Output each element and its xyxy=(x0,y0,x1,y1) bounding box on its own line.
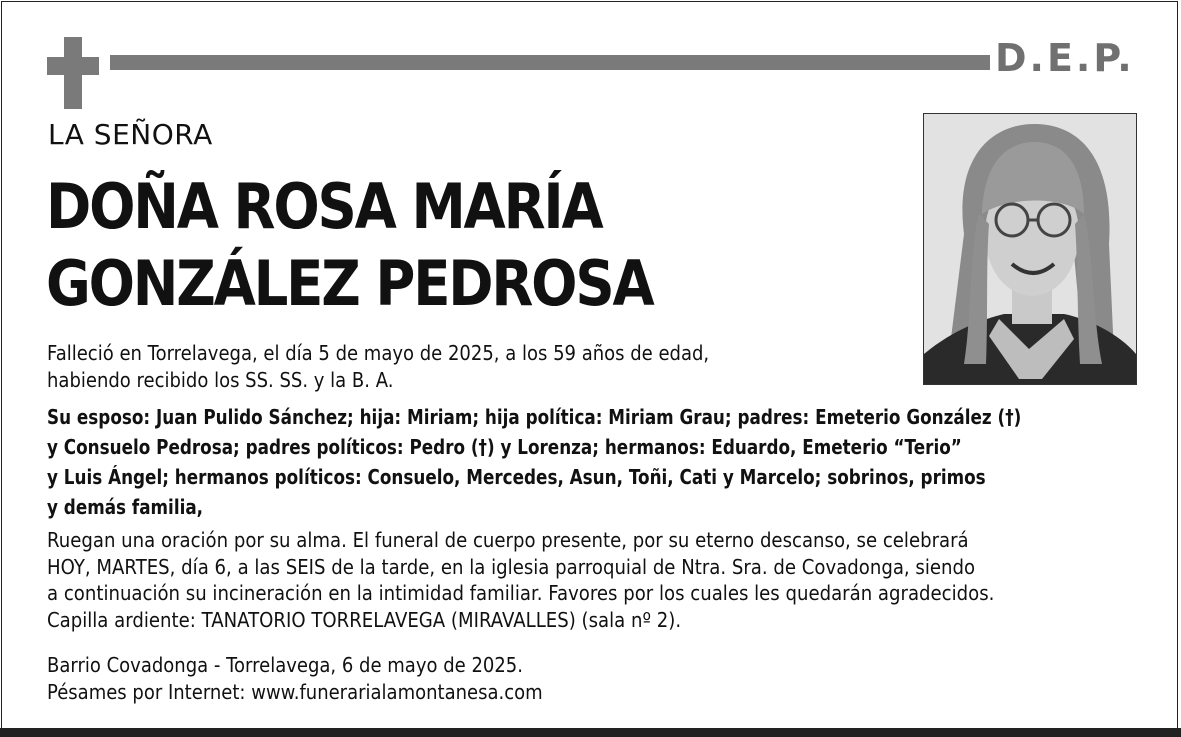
funeral-line: Capilla ardiente: TANATORIO TORRELAVEGA (MIRAVALLES) (sala nº 2). xyxy=(47,607,682,632)
death-line: Falleció en Torrelavega, el día 5 de mayo de 2025, a los 59 años de edad, xyxy=(47,341,710,365)
family-line: Su esposo: Juan Pulido Sánchez; hija: Miriam; hija política: Miriam Grau; padres: Emeterio González (†) xyxy=(47,405,1022,429)
dep-label: D.E.P. xyxy=(995,36,1135,80)
condolences-link[interactable]: Pésames por Internet: www.funerarialamontanesa.com xyxy=(47,679,543,704)
name-line: DOÑA ROSA MARÍA xyxy=(46,170,602,243)
portrait-photo xyxy=(923,113,1137,385)
death-notice xyxy=(47,340,709,393)
family-list xyxy=(47,402,1021,522)
funeral-line: HOY, MARTES, día 6, a las SEIS de la tarde, en la iglesia parroquial de Ntra. Sra. de Covadonga, siendo xyxy=(47,554,976,579)
funeral-details xyxy=(47,527,994,633)
header-rule xyxy=(110,55,990,70)
deceased-name xyxy=(46,168,768,322)
cross-icon xyxy=(47,37,99,109)
family-line: y Luis Ángel; hermanos políticos: Consuelo, Mercedes, Asun, Toñi, Cati y Marcelo; sobrinos, primos xyxy=(47,465,986,489)
name-line: GONZÁLEZ PEDROSA xyxy=(46,247,653,320)
family-line: y Consuelo Pedrosa; padres políticos: Pedro (†) y Lorenza; hermanos: Eduardo, Emeterio “Terio” xyxy=(47,435,962,459)
death-line: habiendo recibido los SS. SS. y la B. A. xyxy=(47,367,394,392)
place-date-line: Barrio Covadonga - Torrelavega, 6 de mayo de 2025. xyxy=(47,653,523,677)
bottom-border xyxy=(0,728,1181,737)
intro-label: LA SEÑORA xyxy=(48,118,213,151)
family-line: y demás familia, xyxy=(47,495,204,519)
funeral-line: a continuación su incineración en la intimidad familiar. Favores por los cuales les quedarán agradecidos. xyxy=(47,581,995,605)
funeral-line: Ruegan una oración por su alma. El funeral de cuerpo presente, por su eterno descanso, se celebrará xyxy=(47,528,969,552)
place-and-date xyxy=(47,652,543,705)
